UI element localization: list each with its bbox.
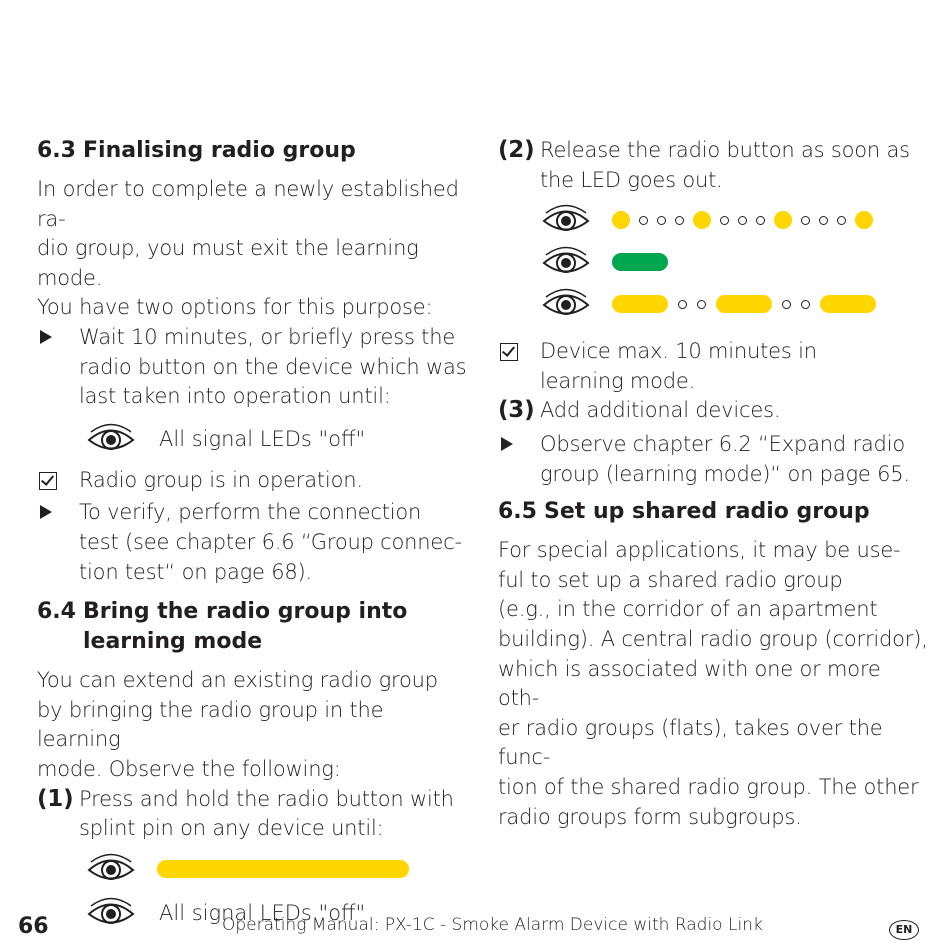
led-off-dot [697, 300, 706, 309]
step-1: (1) Press and hold the radio button with splint pin on any device until: [37, 785, 454, 841]
led-off-dot [782, 300, 791, 309]
step-2: (2) Release the radio button as soon as the LED goes out. [498, 137, 910, 192]
led-yellow-long [612, 295, 668, 313]
section-6-3-intro: In order to complete a newly established ra- dio group, you must exit the learning mode. You have two options for this purpose: [37, 177, 459, 320]
led-off-dot [675, 216, 684, 225]
arrow-bullet-icon [40, 330, 52, 344]
led-blink-pattern [612, 211, 873, 229]
section-6-5-heading: 6.5 Set up shared radio group [498, 499, 870, 525]
led-green-pulse [612, 253, 668, 271]
led-yellow-dot [612, 211, 630, 229]
led-off-dot [639, 216, 648, 225]
led-yellow-dot [855, 211, 873, 229]
bullet-verify: To verify, perform the connection test (see chapter 6.6 “Group connec- tion test“ on page 68). [37, 498, 467, 587]
led-yellow-dot [774, 211, 792, 229]
eye-icon [87, 849, 135, 889]
led-off-dot [720, 216, 729, 225]
led-caption: All signal LEDs "off" [159, 900, 366, 925]
led-off-dot [756, 216, 765, 225]
check-learning-mode: Device max. 10 minutes in learning mode. [498, 337, 928, 396]
led-blinking-yellow-row [542, 199, 928, 241]
led-green-row [542, 241, 928, 283]
led-yellow-dot [693, 211, 711, 229]
eye-icon [87, 893, 135, 933]
led-long-yellow-row [542, 283, 928, 325]
step-3: (3) Add additional devices. [498, 397, 781, 424]
language-badge: EN [889, 920, 919, 940]
led-off-dot [738, 216, 747, 225]
section-6-5-body: For special applications, it may be use- ful to set up a shared radio group (e.g., in the corridor of an apartment building). A central radio group (corridor), which is associated with one or more oth- er radio groups (flats), takes over the func- tion of the shared radio group. The other radio groups form subgroups. [498, 538, 928, 829]
check-radio-operation: Radio group is in operation. [37, 466, 467, 499]
led-yellow-long [820, 295, 876, 313]
footer-title: Operating Manual: PX-1C - Smoke Alarm Device with Radio Link [222, 915, 763, 935]
eye-icon [542, 284, 590, 324]
led-off-dot [819, 216, 828, 225]
bullet-observe: Observe chapter 6.2 “Expand radio group (learning mode)“ on page 65. [498, 430, 928, 489]
section-6-4-heading: 6.4 Bring the radio group into learning mode [37, 599, 408, 655]
section-6-4-intro: You can extend an existing radio group by bringing the radio group in the learning mode. Observe the following: [37, 668, 438, 781]
led-off-dot [801, 300, 810, 309]
eye-icon [87, 419, 135, 459]
led-off-row [87, 416, 467, 462]
led-off-dot [837, 216, 846, 225]
bullet-wait: Wait 10 minutes, or briefly press the radio button on the device which was last taken into operation until: [37, 323, 467, 412]
led-yellow-long [716, 295, 772, 313]
led-off-dot [678, 300, 687, 309]
arrow-bullet-icon [40, 505, 52, 519]
eye-icon [542, 242, 590, 282]
left-column [37, 136, 467, 934]
led-yellow-steady [157, 860, 409, 878]
checkbox-icon [39, 472, 57, 490]
right-column [498, 136, 928, 832]
checkbox-icon [500, 343, 518, 361]
arrow-bullet-icon [501, 437, 513, 451]
section-6-3-heading: 6.3 Finalising radio group [37, 138, 356, 163]
led-long-pattern [612, 295, 876, 313]
led-yellow-on-row [87, 848, 467, 890]
led-off-dot [801, 216, 810, 225]
page-number: 66 [18, 914, 49, 939]
led-off-dot [657, 216, 666, 225]
led-caption: All signal LEDs "off" [159, 426, 366, 451]
eye-icon [542, 200, 590, 240]
